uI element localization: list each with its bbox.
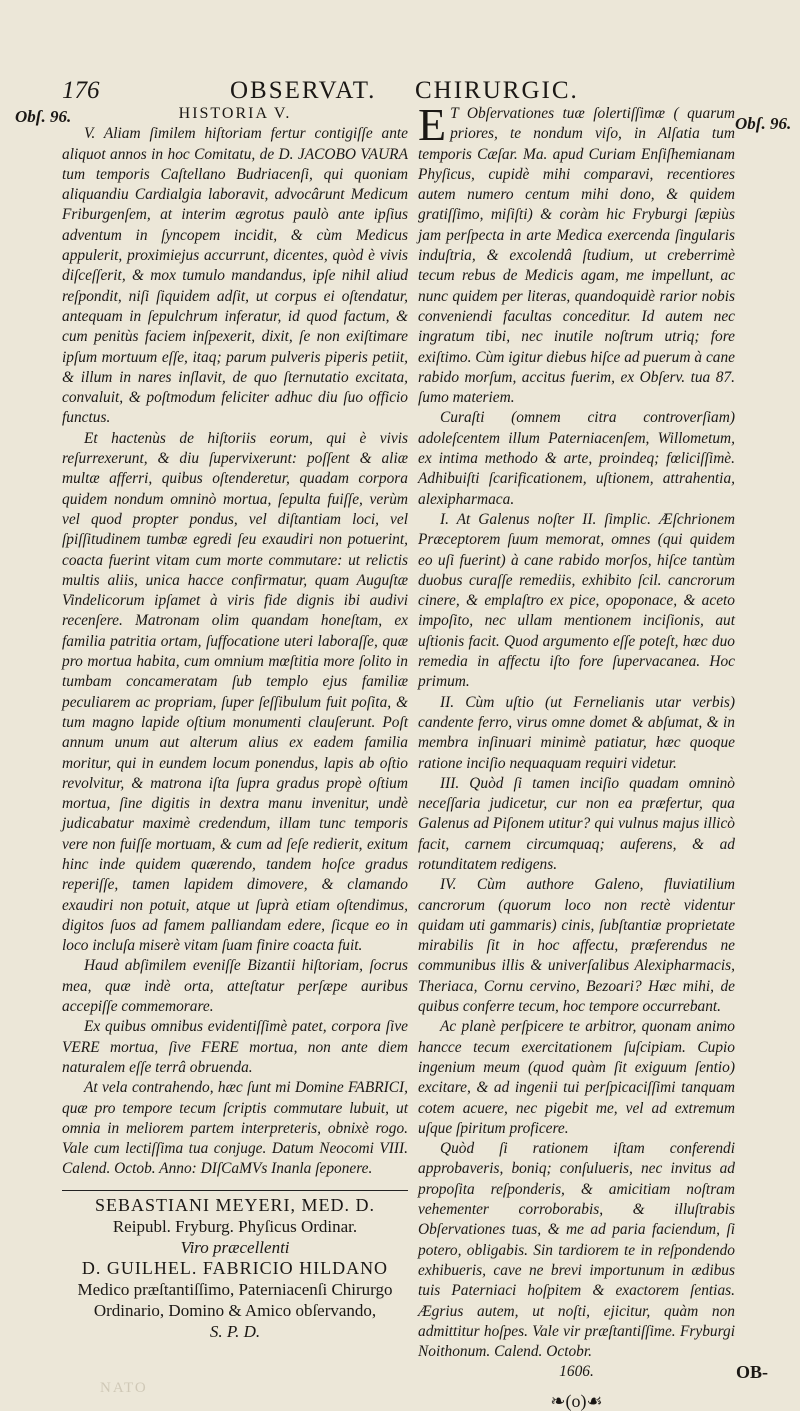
addressee-description: Medico præſtantiſſimo, Paterniacenſi Chirurgo Ordinario, Domino & Amico obſervando,: [77, 1279, 393, 1320]
historia-title: HISTORIA V.: [178, 105, 292, 122]
right-column: [418, 99, 735, 1411]
date-year: 1606.: [559, 1363, 594, 1381]
paragraph: Haud abſimilem eveniſſe Bizantii hiſtoriam, ſocrus mea, quæ indè orta, atteſtatur perſæpe auribus accepiſſe commemorare.: [62, 957, 408, 1016]
page-number: 176: [62, 77, 100, 104]
fleuron-ornament-icon: ❧(o)☙: [550, 1390, 603, 1411]
paragraph: II. Cùm uſtio (ut Fernelianis utar verbis) candente ferro, virus omne domet & abſumat, & in membra inſinuari minimè patiatur, hæc quoque ratione inciſio nequaquam requiri videtur.: [418, 693, 735, 772]
margin-note-left: Obſ. 96.: [15, 107, 72, 126]
paragraph: IV. Cùm authore Galeno, fluviatilium cancrorum (quorum loco non rectè videntur quidam uti gammaris) cinis, ſubſtantiæ proprietate mirabilis ſit in hoc affectu, præferendus ne communibus illis & univerſalibus Alexipharmacis, Theriaca, Cornu cervino, Bezoari? Hæc mihi, de quibus conferre tecum, hoc tempore occurrebant.: [418, 876, 735, 1016]
signature-name: SEBASTIANI MEYERI, MED. D.: [95, 1194, 375, 1215]
paragraph: Quòd ſi rationem iſtam conferendi approbaveris, boniq; conſulueris, nec invitus ad propoſita reſponderis, & amicitiam noſtram vehementer corroborabis, & illuſtrabis Obſervationes tuas, & me ad paria faciendum, ſi potero, obligabis. Sin tardiorem te in reſpondendo exhibueris, cave ne brevi importunum in ædibus tuis Paterniaci hoſpitem & exactorem ſentias. Ægrius autem, ut noſti, ejicitur, quàm non admittitur hoſpes. Vale vir præſtantiſſime. Fryburgi Noithonum. Calend. Octobr.: [418, 1140, 735, 1361]
paragraph: III. Quòd ſi tamen inciſio quadam omninò neceſſaria judicetur, cur non ea præfertur, qua Galenus ad Piſonem utitur? qui vulnus majus illicò facit, carnem circumquaq; auferens, & ad rotunditatem redigens.: [418, 774, 735, 873]
salutation: Viro præcellenti: [180, 1237, 290, 1257]
running-head-left: OBSERVAT.: [230, 77, 377, 104]
catchword: OB-: [736, 1362, 769, 1382]
running-head-right: CHIRURGIC.: [415, 77, 579, 104]
margin-note-right: Obſ. 96.: [735, 114, 792, 133]
drop-cap: E: [418, 99, 447, 150]
paragraph: Curaſti (omnem citra controverſiam) adoleſcentem illum Paterniacenſem, Willometum, ex intima methodo & arte, proindeq; fœliciſſimè. Adhibuiſti ſcarificationem, uſtionem, attrahentia, alexipharmaca.: [418, 409, 735, 508]
paragraph: [418, 99, 735, 408]
paragraph: I. At Galenus noſter II. ſimplic. Æſchrionem Præceptorem ſuum memorat, omnes (qui quidem eo uſi fuerint) à cane rabido morſos, hiſce tantùm duobus curaſſe remediis, exhibito ſcil. cancrorum cinere, & emplaſtro ex pice, opoponace, & aceto impoſito, nec ullam mentionem inciſionis, aut uſtionis facit. Quod argumento eſſe poteſt, hæc duo remedia in affectu iſto fore ſupervacanea. Hoc primum.: [418, 510, 735, 691]
paragraph: Et hactenùs de hiſtoriis eorum, qui è vivis reſurrexerunt, & diu ſupervixerunt: poſſent & aliæ multæ afferri, quibus oſtenderetur, quadam corpora quidem nondum omninò mortua, ſepulta fuiſſe, verùm vel quod propter pondus, vel diſtantiam loci, vel ſpiſſitudinem tumbæ egredi ſeu exaudiri non potuerint, coacta fuerint vitam cum morte commutare: ut relictis multis aliis, unica hacce confirmatur, quam Auguſtæ Vindelicorum ipſamet à viris fide dignis ibi audivi recenſere. Matronam olim quandam honeſtam, ex familia patritia ortam, ſuffocatione uteri laboraſſe, quæ pro mortua habita, cum omnium mœſtitia more ſolito in tumbam concameratam ſub templo ejus familiæ peculiarem ac propriam, ſuper ſeſſibulum fuit poſita, & tum magno lapide oſtium monumenti clauſerunt. Poſt annum unum aut alterum alius ex eadem familia moritur, qui in eundem locum ponendus, lapis ab oſtio revolvitur, & matrona iſta ſupra gradus propè oſtium mortua, ſine digitis in dextra manu invenitur, undè judicabatur maximè credendum, illam tunc temporis vere non fuiſſe mortuam, & cum ad ſeſe redierit, exitum hinc inde quidem quærendo, tandem hoſce gradus reperiſſe, tamen lapidem dimovere, & clamando exaudiri non potuit, atque ut ſuprà etiam oſtendimus, digitos ſuos ad famem palliandam edere, ſicque eo in loco incluſa miserè vitam ſuam finire coacta fuit.: [62, 429, 408, 955]
signature-office: Reipubl. Fryburg. Phyſicus Ordinar.: [112, 1216, 358, 1236]
closing: S. P. D.: [209, 1321, 261, 1341]
addressee: D. GUILHEL. FABRICIO HILDANO: [81, 1257, 389, 1278]
bleed-through-text: NATO: [100, 1380, 148, 1396]
paragraph-text: T Obſervationes tuæ ſolertiſſimæ ( quarum priores, te nondum viſo, in Alſatia tum temporis Cæſar. Ma. apud Curiam Enſiſhemianam Phyſicus, cupidè mihi comparavi, recentiores autem numero centum mihi dono, & quidem gratiſſimo, miſiſti) & coràm hic Fryburgi ſæpiùs jam perſpecta in arte Medica exercenda ſingularis induſtria, & excolendâ ſtudium, ut creberrimè tecum rebus de Medicis agam, me impellunt, ac nunc quidem per literas, quandoquidè rarior nobis conveniendi facultas conceditur. Id autem nec ingratum tibi, nec inutile noſtrum utriq; fore exiſtimo. Cùm igitur diebus hiſce ad puerum à cane rabido morſum, accitus fuerim, ex Obſerv. tua 87. ſumo materiem.: [418, 105, 735, 407]
left-column: [62, 104, 408, 1342]
divider: [62, 1190, 408, 1191]
paragraph: V. Aliam ſimilem hiſtoriam fertur contigiſſe ante aliquot annos in hoc Comitatu, de D. JACOBO VAURA tum temporis Caſtellano Budriacenſi, qui quoniam aliquandiu Cardialgia laboravit, advocârunt Medicum Friburgenſem, at interim ægrotus paulò ante ipſius adventum in ſyncopem incidit, & cùm Medicus appulerit, proximiejus accurrunt, dicentes, quòd è vivis diſceſſerit, & mox tumulo mandandus, ipſe nihil aliud reſpondit, niſi ſiquidem adſit, ut corpus ei oſtendatur, antequam in ſepulchrum inferatur, id quod factum, & cum penitùs faciem inſpexerit, dixit, ſe non exiſtimare ipſum mortuum eſſe, itaq; parum pulveris piperis petiit, & illum in nares inſlavit, de quo ſternutatio excitata, convaluit, & poſtmodum feliciter adhuc diu ſuo officio functus.: [62, 125, 408, 427]
paragraph: At vela contrahendo, hæc ſunt mi Domine FABRICI, quæ pro tempore tecum ſcriptis commutare lubuit, ut omnia in meliorem partem interpreteris, obnixè rogo. Vale cum lectiſſima tua conjuge. Datum Neocomi VIII. Calend. Octob. Anno: DIſCaMVs Inanla ſeponere.: [62, 1079, 408, 1178]
paragraph: Ac planè perſpicere te arbitror, quonam animo hancce tecum exercitationem ſuſcipiam. Cupio ingenium meum (quod quàm ſit exiguum ſentio) excitare, & ad ingenii tui perſpicaciſſimi tanquam cotem acuere, nec pigebit me, vel ad extremum uſque ſpiritum proficere.: [418, 1018, 735, 1137]
paragraph: Ex quibus omnibus evidentiſſimè patet, corpora ſive VERE mortua, ſive FERE mortua, non ante diem naturalem eſſe terrâ obruenda.: [62, 1018, 408, 1076]
